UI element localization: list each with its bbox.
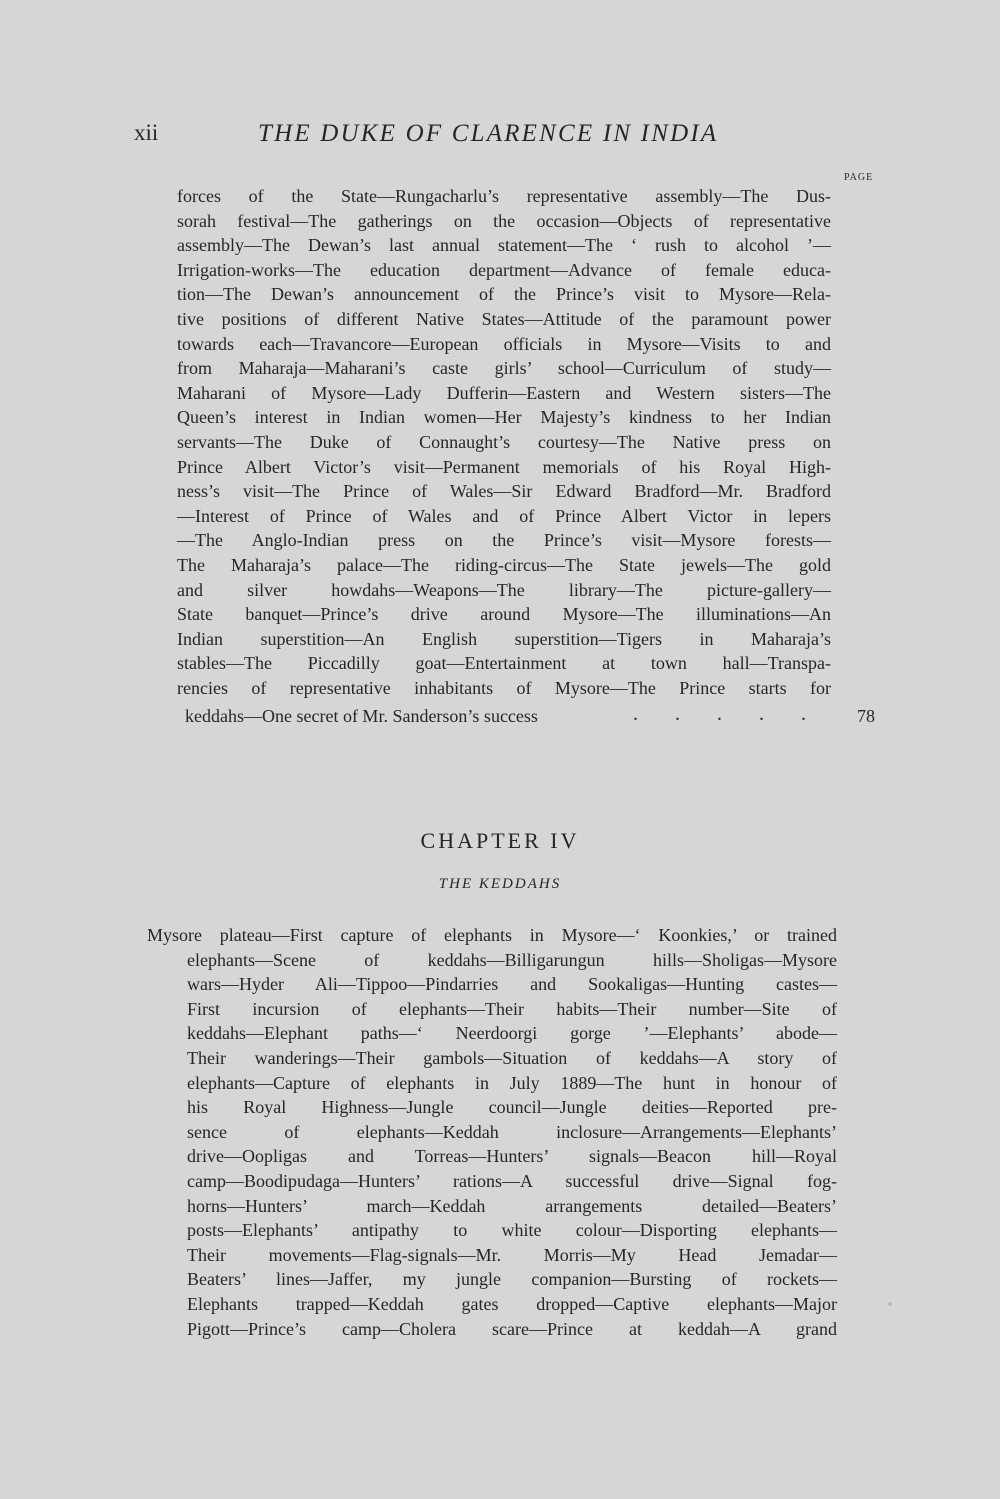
contents-line: towards each—Travancore—European officials in Mysore—Visits to and: [177, 333, 831, 354]
contents-line: First incursion of elephants—Their habits—Their number—Site of: [187, 998, 837, 1019]
contents-line: wars—Hyder Ali—Tippoo—Pindarries and Sookaligas—Hunting castes—: [187, 974, 837, 995]
contents-line: Maharani of Mysore—Lady Dufferin—Eastern and Western sisters—The: [177, 382, 831, 403]
contents-line: servants—The Duke of Connaught’s courtesy—The Native press on: [177, 431, 831, 452]
contents-line-final-text: keddahs—One secret of Mr. Sanderson’s success: [185, 706, 538, 726]
contents-line: forces of the State—Rungacharlu’s representative assembly—The Dus-: [177, 186, 831, 206]
contents-line: —The Anglo-Indian press on the Prince’s visit—Mysore forests—: [177, 530, 831, 551]
contents-line: Pigott—Prince’s camp—Cholera scare—Prince at keddah—A grand: [187, 1318, 837, 1339]
chapter-heading: CHAPTER IV: [420, 828, 580, 853]
contents-line: —Interest of Prince of Wales and of Prince Albert Victor in lepers: [177, 505, 831, 526]
contents-line: Elephants trapped—Keddah gates dropped—Captive elephants—Major: [187, 1293, 837, 1314]
contents-line: assembly—The Dewan’s last annual statement—The ‘ rush to alcohol ’—: [177, 235, 831, 256]
contents-line: and silver howdahs—Weapons—The library—The picture-gallery—: [177, 579, 831, 600]
leader-dots: . . . . .: [633, 703, 822, 725]
contents-line: Mysore plateau—First capture of elephants in Mysore—‘ Koonkies,’ or trained: [147, 925, 837, 945]
contents-line: keddahs—Elephant paths—‘ Neerdoorgi gorge ’—Elephants’ abode—: [187, 1023, 837, 1044]
contents-line: camp—Boodipudaga—Hunters’ rations—A successful drive—Signal fog-: [187, 1170, 837, 1191]
chapter-title: THE KEDDAHS: [438, 876, 562, 892]
contents-line: horns—Hunters’ march—Keddah arrangements detailed—Beaters’: [187, 1195, 837, 1216]
contents-line: tive positions of different Native States—Attitude of the paramount power: [177, 308, 831, 329]
contents-line: Beaters’ lines—Jaffer, my jungle companion—Bursting of rockets—: [187, 1269, 837, 1290]
contents-line: Their wanderings—Their gambols—Situation of keddahs—A story of: [187, 1047, 837, 1068]
contents-line: Irrigation-works—The education department—Advance of female educa-: [177, 259, 831, 280]
page-number: 78: [857, 706, 875, 726]
running-head: [0, 120, 1000, 150]
page-speck: [888, 1302, 892, 1306]
running-title: THE DUKE OF CLARENCE IN INDIA: [258, 120, 719, 147]
contents-line: rencies of representative inhabitants of Mysore—The Prince starts for: [177, 677, 831, 698]
contents-line: Their movements—Flag-signals—Mr. Morris—My Head Jemadar—: [187, 1244, 837, 1265]
contents-line: Indian superstition—An English superstition—Tigers in Maharaja’s: [177, 628, 831, 649]
contents-line: State banquet—Prince’s drive around Mysore—The illuminations—An: [177, 604, 831, 625]
contents-line: sence of elephants—Keddah inclosure—Arrangements—Elephants’: [187, 1121, 837, 1142]
contents-line: Prince Albert Victor’s visit—Permanent memorials of his Royal High-: [177, 456, 831, 477]
contents-final-line: [185, 703, 875, 731]
chapter-iii-contents: [177, 184, 831, 700]
contents-line: The Maharaja’s palace—The riding-circus—The State jewels—The gold: [177, 554, 831, 575]
contents-line: sorah festival—The gatherings on the occasion—Objects of representative: [177, 210, 831, 231]
contents-line: Queen’s interest in Indian women—Her Majesty’s kindness to her Indian: [177, 407, 831, 428]
chapter-iv-contents: [147, 923, 837, 1341]
page-folio: xii: [134, 120, 159, 145]
contents-line: elephants—Scene of keddahs—Billigarungun hills—Sholigas—Mysore: [187, 949, 837, 970]
page-column-label: PAGE: [844, 172, 874, 183]
contents-line: his Royal Highness—Jungle council—Jungle deities—Reported pre-: [187, 1097, 837, 1118]
contents-line: drive—Oopligas and Torreas—Hunters’ signals—Beacon hill—Royal: [187, 1146, 837, 1167]
contents-line: ness’s visit—The Prince of Wales—Sir Edward Bradford—Mr. Bradford: [177, 481, 831, 502]
contents-line: stables—The Piccadilly goat—Entertainment at town hall—Transpa-: [177, 653, 831, 674]
contents-line: from Maharaja—Maharani’s caste girls’ school—Curriculum of study—: [177, 358, 831, 379]
contents-line: posts—Elephants’ antipathy to white colour—Disporting elephants—: [187, 1220, 837, 1241]
contents-line: elephants—Capture of elephants in July 1889—The hunt in honour of: [187, 1072, 837, 1093]
contents-line: tion—The Dewan’s announcement of the Prince’s visit to Mysore—Rela-: [177, 284, 831, 305]
